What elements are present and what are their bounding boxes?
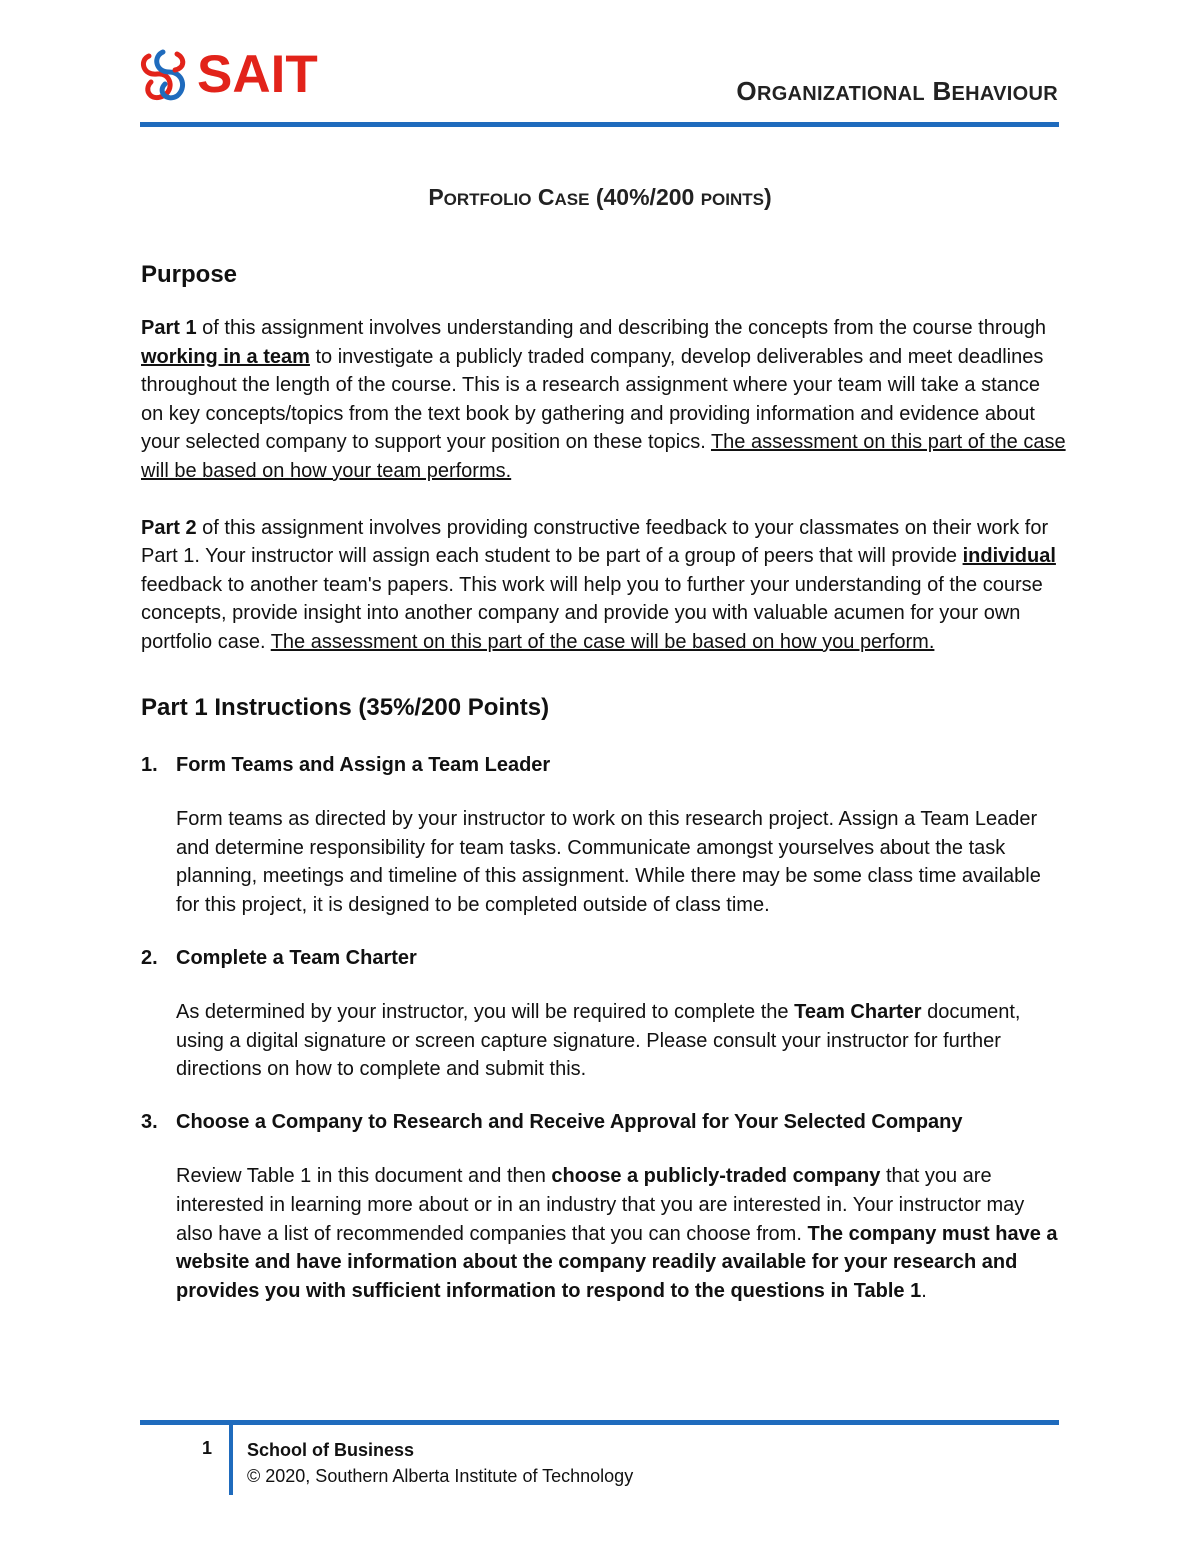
- item-body: Review Table 1 in this document and then choose a publicly-traded company that you are interested in learning more about or in an industry that you are interested in. Your instructor may also have a list of recommended companies that you can choose from. The company must have a website and have information about the company readily available for your research and provides you with sufficient information to respond to the questions in Table 1.: [176, 1165, 1058, 1302]
- footer-rule: [140, 1420, 1059, 1425]
- item-body: As determined by your instructor, you will be required to complete the Team Charter document, using a digital signature or screen capture signature. Please consult your instructor for further directions on how to complete and submit this.: [176, 1001, 1021, 1081]
- list-item: 3. Choose a Company to Research and Receive Approval for Your Selected Company Review Table 1 in this document and then choose a publicly-traded company that you are interested in learning more about or in an industry that you are interested in. Your instructor may also have a list of recommended companies that you can choose from. The company must have a website and have information about the company readily available for your research and provides you with sufficient information to respond to the questions in Table 1.: [141, 1108, 1066, 1306]
- footer-divider: [229, 1425, 233, 1495]
- item-heading: Form Teams and Assign a Team Leader: [176, 753, 551, 776]
- sait-logo-mark-icon: [139, 46, 191, 102]
- course-title: ORGANIZATIONAL BEHAVIOUR: [736, 76, 1058, 106]
- header-rule: [140, 122, 1059, 127]
- footer-copyright: © 2020, Southern Alberta Institute of Technology: [247, 1466, 634, 1486]
- purpose-paragraph-1: Part 1 of this assignment involves understanding and describing the concepts from the course through working in a team to investigate a publicly traded company, develop deliverables and meet deadlines throughout the length of the course. This is a research assignment where your team will take a stance on key concepts/topics from the text book by gathering and providing information and evidence about your selected company to support your position on these topics. The assessment on this part of the case will be based on how your team performs.: [141, 317, 1066, 482]
- instructions-list: [141, 751, 1066, 1306]
- list-item: 2. Complete a Team Charter As determined by your instructor, you will be required to complete the Team Charter document, using a digital signature or screen capture signature. Please consult your instructor for further directions on how to complete and submit this.: [141, 944, 1066, 1084]
- logo-text: SAIT: [197, 44, 318, 104]
- list-item: 1. Form Teams and Assign a Team Leader Form teams as directed by your instructor to work on this research project. Assign a Team Leader and determine responsibility for team tasks. Communicate amongst yourselves about the task planning, meetings and timeline of this assignment. While there may be some class time available for this project, it is designed to be completed outside of class time.: [141, 751, 1066, 920]
- item-body: Form teams as directed by your instructor to work on this research project. Assign a Team Leader and determine responsibility for team tasks. Communicate amongst yourselves about the task planning, meetings and timeline of this assignment. While there may be some class time available for this project, it is designed to be completed outside of class time.: [176, 808, 1041, 916]
- document-body: [141, 258, 1066, 1329]
- purpose-paragraph-2: Part 2 of this assignment involves providing constructive feedback to your classmates on their work for Part 1. Your instructor will assign each student to be part of a group of peers that will provide individual feedback to another team's papers. This work will help you to further your understanding of the course concepts, provide insight into another company and provide you with valuable acumen for your own portfolio case. The assessment on this part of the case will be based on how you perform.: [141, 516, 1056, 653]
- footer-school: School of Business: [247, 1440, 415, 1460]
- footer: [247, 1437, 633, 1489]
- document-title: PORTFOLIO CASE (40%/200 POINTS): [428, 184, 772, 210]
- item-heading: Complete a Team Charter: [176, 946, 417, 969]
- part1-heading: Part 1 Instructions (35%/200 Points): [141, 693, 550, 721]
- item-heading: Choose a Company to Research and Receive Approval for Your Selected Company: [176, 1110, 963, 1133]
- sait-logo: [139, 44, 318, 104]
- page-number: 1: [201, 1438, 212, 1458]
- purpose-heading: Purpose: [141, 261, 238, 288]
